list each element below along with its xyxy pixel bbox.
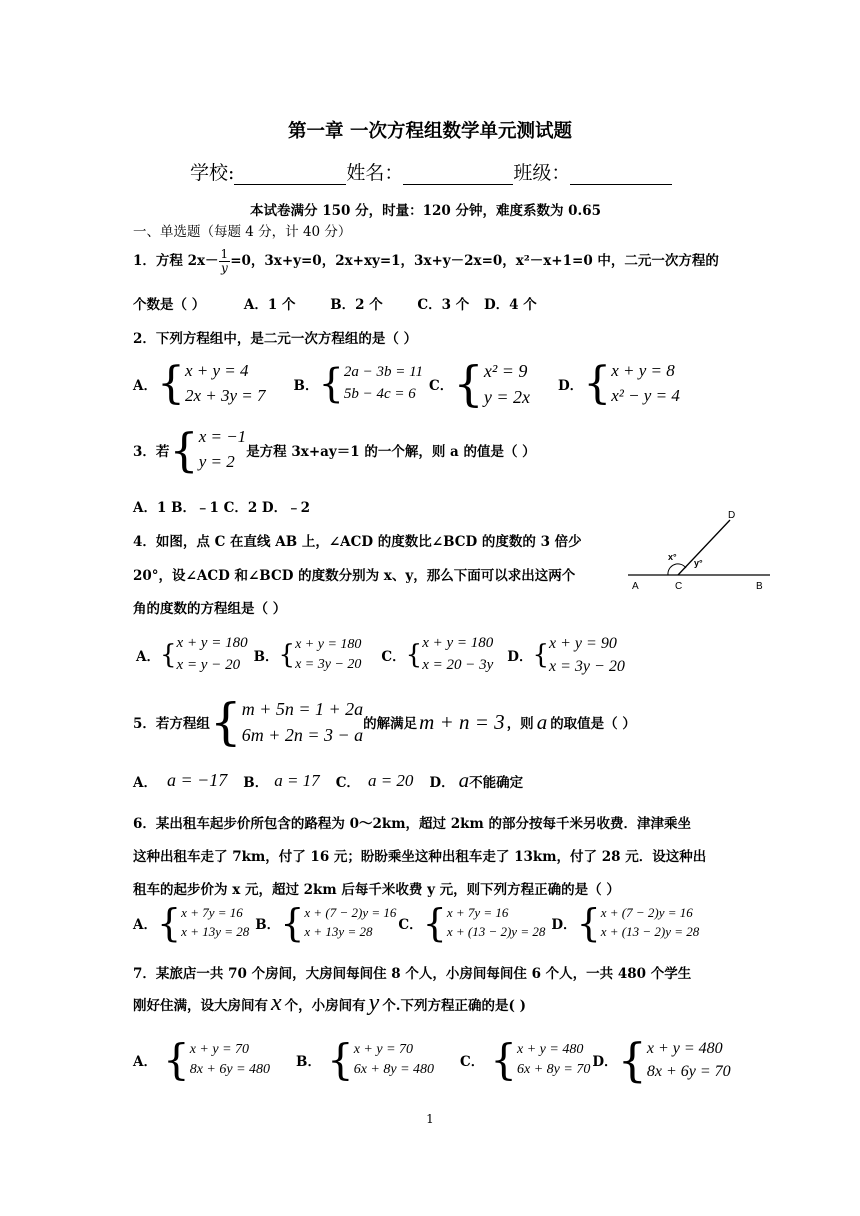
- q4-line1: 4．如图，点 C 在直线 AB 上，∠ACD 的度数比∠BCD 的度数的 3 倍少: [133, 534, 582, 550]
- label-x: x°: [668, 552, 677, 562]
- label-y: y°: [694, 558, 703, 568]
- angle-figure: [620, 500, 780, 595]
- q6-system-b: { x + (7 − 2)y = 16 x + 13y = 28: [280, 901, 397, 945]
- q1-text-pre: 1．方程 2x－: [133, 253, 219, 269]
- q6-label-c: C．: [398, 917, 423, 933]
- q4-options: [136, 632, 625, 678]
- q6-label-d: D．: [551, 917, 577, 933]
- q7-system-c: { x + y = 480 6x + 8y = 70: [490, 1035, 591, 1085]
- q3-text-pre: 3．若: [133, 443, 170, 460]
- q7-label-c: C．: [460, 1054, 485, 1071]
- page-title: 第一章 一次方程组数学单元测试题: [288, 121, 572, 142]
- q6-system-a: { x + 7y = 16 x + 13y = 28: [156, 901, 250, 945]
- q4-system-d: { x + y = 90 x = 3y − 20: [532, 635, 625, 676]
- school-label: 学校:: [190, 162, 235, 184]
- question-2: 2．下列方程组中，是二元一次方程组的是（ ）: [133, 331, 418, 347]
- q5-text-pre: 5．若方程组: [133, 716, 210, 733]
- q2-label-b: B．: [293, 378, 319, 395]
- q1-fraction: [219, 248, 231, 275]
- q7-line1: 7．某旅店一共 70 个房间，大房间每间住 8 个人，小房间每间住 6 个人，一共 480 个学生: [133, 966, 692, 982]
- student-info-line: [190, 158, 672, 185]
- q7-line2: [133, 990, 526, 1017]
- q3-options: A．1 B．﹣1 C．2 D．﹣2: [133, 500, 311, 516]
- q2-system-d: { x + y = 8 x² − y = 4: [583, 358, 680, 410]
- q5-label-b: B．: [243, 774, 269, 791]
- label-d: D: [728, 510, 736, 521]
- q5-label-d: D．: [429, 774, 455, 791]
- q5-value-a: a = −17: [166, 770, 228, 790]
- q4-label-d: D．: [507, 649, 533, 666]
- q2-system-b: { 2a − 3b = 11 5b − 4c = 6: [318, 361, 424, 408]
- q1-option-c: C．3 个: [417, 297, 470, 313]
- q6-system-c: { x + 7y = 16 x + (13 − 2)y = 28: [422, 901, 546, 945]
- q7-system-d: { x + y = 480 8x + 6y = 70: [617, 1033, 731, 1088]
- q5-value-d: a: [458, 768, 470, 792]
- q3-text-post: 是方程 3x+ay＝1 的一个解，则 a 的值是（ ）: [246, 443, 536, 460]
- question-1: [133, 243, 719, 279]
- q4-line2: 20°，设∠ACD 和∠BCD 的度数分别为 x、y，那么下面可以求出这两个: [133, 568, 576, 584]
- q6-label-b: B．: [255, 917, 281, 933]
- q2-system-c: { x² = 9 y = 2x: [453, 356, 530, 413]
- q7-label-d: D．: [592, 1054, 618, 1071]
- q7-system-a: { x + y = 70 8x + 6y = 480: [162, 1035, 271, 1085]
- q4-system-b: { x + y = 180 x = 3y − 20: [278, 636, 362, 673]
- q6-line2: 这种出租车走了 7km，付了 16 元；盼盼乘坐这种出租车走了 13km，付了 28 元．设这种出: [133, 849, 707, 865]
- label-a: A: [632, 581, 639, 592]
- page-number: 1: [426, 1112, 434, 1126]
- class-blank: [570, 166, 672, 185]
- q5-text-post2: 的取值是（ ）: [550, 716, 636, 733]
- q5-var-a: a: [536, 709, 548, 734]
- q7-options: [133, 1033, 731, 1088]
- class-label: 班级：: [513, 162, 571, 184]
- q5-label-c: C．: [335, 774, 360, 791]
- q4-system-a: { x + y = 180 x = y − 20: [159, 635, 248, 674]
- q6-line3: 租车的起步价为 x 元，超过 2km 后每千米收费 y 元，则下列方程正确的是（ ）: [133, 882, 620, 898]
- q2-label-c: C．: [429, 378, 454, 395]
- question-3: [133, 422, 536, 477]
- q5-label-a: A．: [133, 774, 157, 791]
- ray-cd: [678, 520, 730, 575]
- exam-info: 本试卷满分 150 分，时量：120 分钟，难度系数为 0.65: [250, 203, 602, 219]
- q7-var-x: x: [271, 990, 282, 1016]
- question-1-line2: [133, 293, 537, 313]
- q2-options: [133, 356, 680, 413]
- label-b: B: [756, 581, 763, 592]
- q4-label-b: B．: [253, 649, 279, 666]
- q4-label-a: A．: [136, 649, 160, 666]
- q5-options: [133, 768, 523, 793]
- q5-condition: m + n = 3: [419, 709, 505, 734]
- q7-var-y: y: [368, 990, 380, 1016]
- q4-system-c: { x + y = 180 x = 20 − 3y: [405, 635, 494, 674]
- q7-text-b: 个，小房间有: [284, 997, 366, 1014]
- q2-system-a: { x + y = 4 2x + 3y = 7: [156, 358, 266, 410]
- q5-text-post: ，则: [506, 716, 534, 733]
- q5-value-b: a = 17: [274, 770, 320, 790]
- q2-label-a: A．: [133, 378, 157, 395]
- name-blank: [403, 166, 513, 185]
- q6-system-d: { x + (7 − 2)y = 16 x + (13 − 2)y = 28: [576, 901, 700, 945]
- q1-option-d: D．4 个: [483, 297, 537, 313]
- q1-line2: 个数是（ ）: [133, 297, 206, 313]
- q7-system-b: { x + y = 70 6x + 8y = 480: [326, 1035, 435, 1085]
- q7-label-a: A．: [133, 1054, 157, 1071]
- q7-text-c: 个.下列方程正确的是( ): [382, 997, 526, 1014]
- q6-options: [133, 901, 700, 945]
- q3-system: { x = −1 y = 2: [169, 422, 247, 477]
- q1-frac-num: 1: [220, 246, 229, 261]
- q6-label-a: A．: [133, 917, 157, 933]
- section-heading: 一、单选题（每题 4 分，计 40 分）: [133, 224, 352, 240]
- school-blank: [234, 166, 346, 185]
- q1-text-post: =0，3x+y=0，2x+xy=1，3x+y－2x=0，x²－x+1=0 中，二元一次方程的: [230, 253, 719, 269]
- q1-frac-den: y: [220, 261, 228, 275]
- label-c: C: [675, 581, 683, 592]
- q5-value-c: a = 20: [367, 770, 414, 790]
- q1-option-a: A．1 个: [243, 297, 296, 313]
- question-5: [133, 693, 636, 752]
- q1-option-b: B．2 个: [330, 297, 383, 313]
- q5-suffix-d: 不能确定: [469, 774, 524, 791]
- q7-text-a: 刚好住满，设大房间有: [133, 997, 268, 1014]
- q2-label-d: D．: [557, 378, 584, 395]
- q7-label-b: B．: [296, 1054, 321, 1071]
- q6-line1: 6．某出租车起步价所包含的路程为 0～2km，超过 2km 的部分按每千米另收费．津津乘坐: [133, 816, 691, 832]
- q4-label-c: C．: [381, 649, 406, 666]
- name-label: 姓名：: [346, 162, 404, 184]
- q4-line3: 角的度数的方程组是（ ）: [133, 601, 287, 617]
- q5-system: { m + 5n = 1 + 2a 6m + 2n = 3 − a: [209, 693, 364, 752]
- q5-text-mid: 的解满足: [363, 716, 418, 733]
